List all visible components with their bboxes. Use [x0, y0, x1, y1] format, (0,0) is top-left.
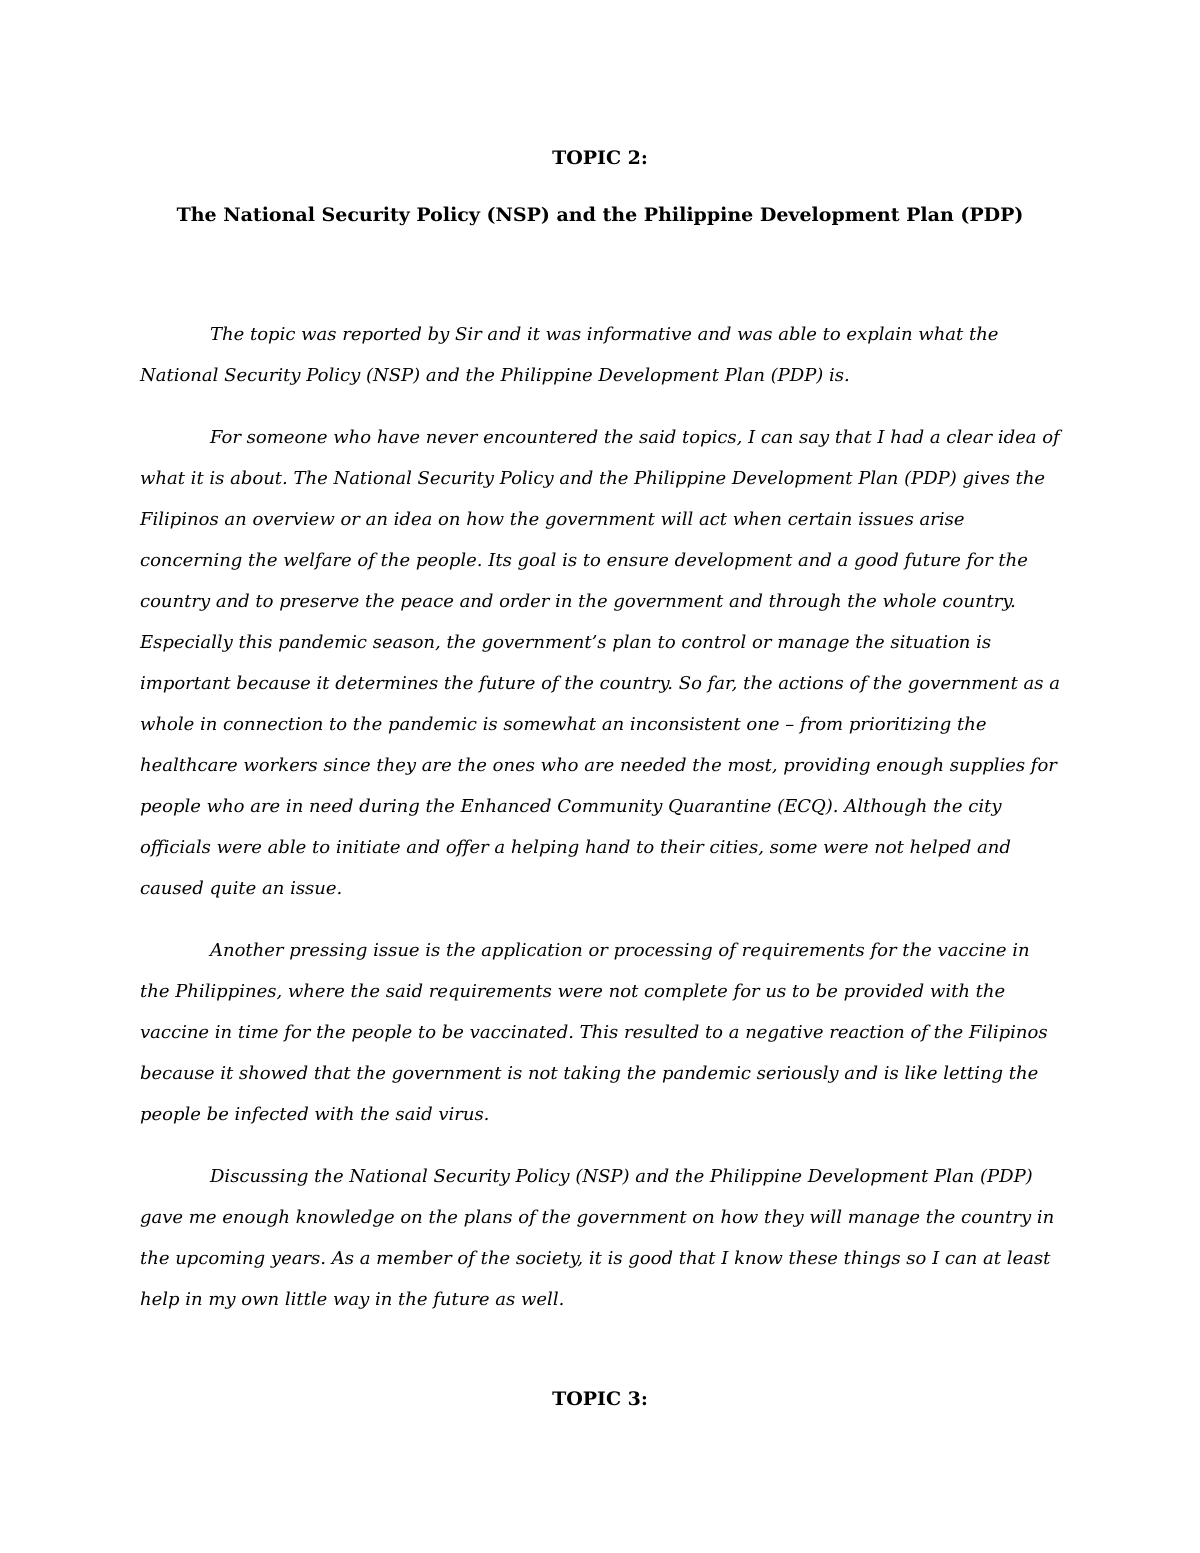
topic-3-label: TOPIC 3:: [552, 1388, 648, 1410]
paragraph-1: The topic was reported by Sir and it was informative and was able to explain what the National Security Policy (NSP) and the Philippine Development Plan (PDP) is.: [140, 324, 999, 386]
paragraph-3: Another pressing issue is the application or processing of requirements for the vaccine in the Philippines, where the said requirements were not complete for us to be provided with the vaccine in time for the people to be vaccinated. This resulted to a negative reaction of the Filipinos because it showed that the government is not taking the pandemic seriously and is like letting the people be infected with the said virus.: [140, 940, 1048, 1125]
topic-2-body: [140, 314, 1060, 1341]
paragraph-2: For someone who have never encountered the said topics, I can say that I had a clear idea of what it is about. The National Security Policy and the Philippine Development Plan (PDP) gives the Filipinos an overview or an idea on how the government will act when certain issues arise concerning the welfare of the people. Its goal is to ensure development and a good future for the country and to preserve the peace and order in the government and through the whole country. Especially this pandemic season, the government’s plan to control or manage the situation is important because it determines the future of the country. So far, the actions of the government as a whole in connection to the pandemic is somewhat an inconsistent one – from prioritizing the healthcare workers since they are the ones who are needed the most, providing enough supplies for people who are in need during the Enhanced Community Quarantine (ECQ). Although the city officials were able to initiate and offer a helping hand to their cities, some were not helped and caused quite an issue.: [140, 427, 1060, 899]
topic-2-label: TOPIC 2:: [552, 147, 648, 169]
paragraph-4: Discussing the National Security Policy (NSP) and the Philippine Development Plan (PDP) gave me enough knowledge on the plans of the government on how they will manage the country in the upcoming years. As a member of the society, it is good that I know these things so I can at least help in my own little way in the future as well.: [140, 1166, 1055, 1310]
topic-2-title: The National Security Policy (NSP) and the Philippine Development Plan (PDP): [176, 204, 1024, 226]
